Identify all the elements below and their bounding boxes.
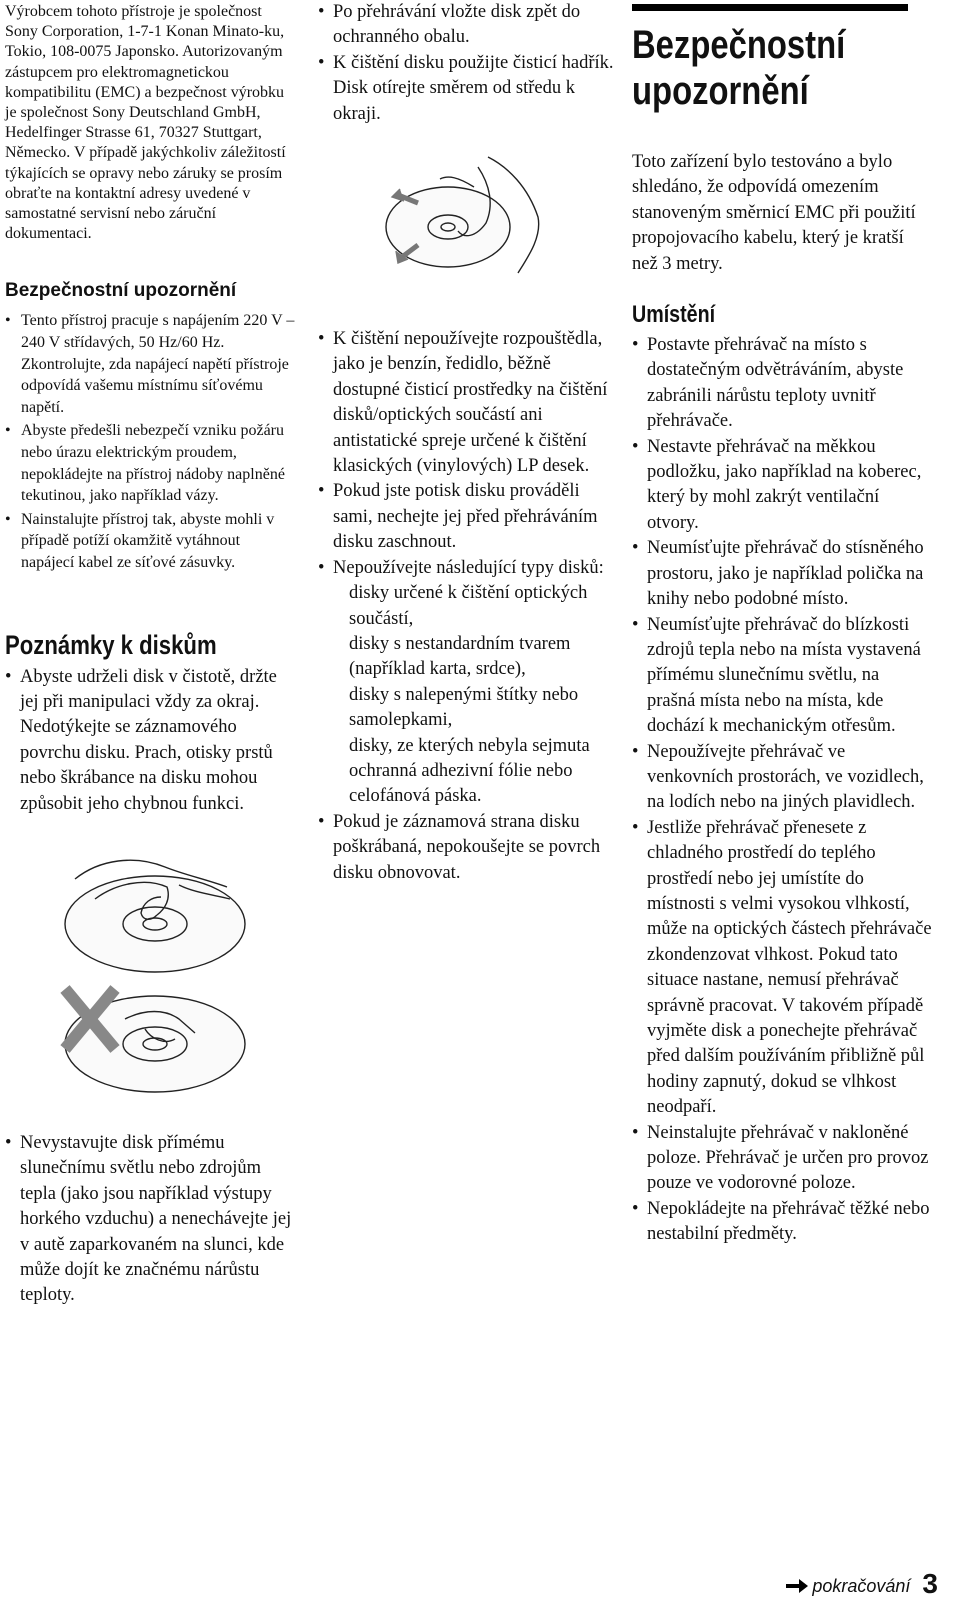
- list-item: • Neumísťujte přehrávač do stísněného prostoru, jako je například polička na knihy nebo podobné místo.: [632, 536, 932, 612]
- safety-heading-small: Bezpečnostní upozornění: [5, 280, 237, 302]
- list-item: • Neinstalujte přehrávač v nakloněné poloze. Přehrávač je určen pro provoz pouze ve vodorovné poloze.: [632, 1121, 932, 1197]
- disc-handling-illustration: [55, 849, 255, 1099]
- list-item: • Nevystavujte disk přímému slunečnímu světlu nebo zdrojům tepla (jako jsou například výstupy horkého vzduchu) a nenechávejte jej v autě zaparkovaném na slunci, kde může dojít ke značnému nárůstu teploty.: [5, 1131, 295, 1309]
- list-item: • Jestliže přehrávač přenesete z chladného prostředí do teplého prostředí nebo jej umístíte do místnosti s velmi vysokou vlhkostí, může na optických částech přehrávače zkondenzovat vlhkost. Pokud tato situace nastane, nemusí přehrávač správně pracovat. V takovém případě vyjměte disk a ponechejte přehrávač před dalším používáním přibližně půl hodiny zapnutý, dokud se vlhkost neodpaří.: [632, 816, 932, 1121]
- list-item: • K čištění nepoužívejte rozpouštědla, jako je benzín, ředidlo, běžně dostupné čisticí prostředky na čištění disků/optických součástí ani antistatické spreje určené k čištění klasických (vinylových) LP desek.: [318, 327, 618, 479]
- list-item: disky, ze kterých nebyla sejmuta ochranná adhezivní fólie nebo celofánová páska.: [349, 735, 590, 807]
- list-item: • Neumísťujte přehrávač do blízkosti zdrojů tepla nebo na místa vystavená přímému slunečnímu světlu, na prašná místa nebo na místa, kde dochází k mechanickým otřesům.: [632, 613, 932, 740]
- list-item: disky s nalepenými štítky nebo samolepkami,: [349, 684, 579, 731]
- disc-incorrect-icon: [65, 989, 245, 1092]
- emc-statement: Toto zařízení bylo testováno a bylo shledáno, že odpovídá omezením stanoveným směrnicí EMC při použití propojovacího kabelu, který je kratší než 3 metry.: [632, 152, 916, 274]
- list-item: • Po přehrávání vložte disk zpět do ochranného obalu.: [318, 0, 618, 51]
- disc-warnings-list: [318, 327, 618, 886]
- placement-list: [632, 333, 932, 1248]
- disc-correct-icon: [65, 860, 245, 972]
- disc-notes-list: [5, 665, 295, 817]
- list-item: • Nepokládejte na přehrávač těžké nebo nestabilní předměty.: [632, 1197, 932, 1248]
- list-item: • Pokud je záznamová strana disku poškrábaná, nepokoušejte se povrch disku obnovovat.: [318, 810, 618, 886]
- list-item: • Nepoužívejte přehrávač ve venkovních prostorách, ve vozidlech, na lodích nebo na jiných plavidlech.: [632, 740, 932, 816]
- list-item: disky s nestandardním tvarem (například karta, srdce),: [349, 633, 571, 680]
- safety-list: [5, 310, 295, 573]
- arrow-right-icon: [786, 1579, 808, 1593]
- column-right: [632, 0, 932, 1248]
- disc-notes-heading: Poznámky k diskům: [5, 629, 217, 660]
- disc-notes-list-2: [5, 1131, 295, 1309]
- page-footer: [786, 1568, 938, 1600]
- list-item: • Nestavte přehrávač na měkkou podložku, jako například na koberec, který by mohl zakrýt ventilační otvory.: [632, 435, 932, 537]
- manufacturer-info: Výrobcem tohoto přístroje je společnost Sony Corporation, 1-7-1 Konan Minato-ku, Tokio, 108-0075 Japonsko. Autorizovaným zástupcem pro elektromagnetickou kompatibilitu (EMC) a bezpečnost výrobku je společnost Sony Deutschland GmbH, Hedelfinger Strasse 61, 70327 Stuttgart, Německo. V případě jakýchkoliv záležitostí týkajících se opravy nebo záruky se prosím obraťte na kontaktní adresy uvedené v samostatné servisní nebo záruční dokumentaci.: [5, 3, 286, 243]
- disc-types-intro: Nepoužívejte následující typy disků:: [333, 557, 604, 578]
- placement-heading: Umístění: [632, 301, 716, 329]
- list-item: disky určené k čištění optických součástí,: [349, 583, 588, 629]
- disc-wipe-icon: [386, 157, 539, 273]
- continue-label: pokračování: [812, 1575, 911, 1596]
- list-item: • Pokud jste potisk disku prováděli sami, nechejte jej před přehráváním disku zaschnout.: [318, 479, 618, 555]
- column-left: [5, 0, 295, 1309]
- list-item: • Abyste udrželi disk v čistotě, držte jej při manipulaci vždy za okraj. Nedotýkejte se záznamového povrchu disku. Prach, otisky prstů nebo škrábance na disku mohou způsobit jeho chybnou funkci.: [5, 665, 295, 817]
- disc-cleaning-illustration: [378, 147, 548, 287]
- continue-indicator: [786, 1576, 910, 1597]
- list-item: • Tento přístroj pracuje s napájením 220 V – 240 V střídavých, 50 Hz/60 Hz. Zkontrolujte, zda napájecí napětí přístroje odpovídá vašemu místnímu síťovému napětí.: [5, 310, 295, 418]
- page-number: 3: [922, 1568, 938, 1599]
- page-title: Bezpečnostní upozornění: [632, 23, 846, 113]
- disc-care-list: [318, 0, 618, 127]
- list-item: • Abyste předešli nebezpečí vzniku požáru nebo úrazu elektrickým proudem, nepokládejte na přístroj nádoby naplněné tekutinou, jako například vázy.: [5, 420, 295, 506]
- list-item: • K čištění disku použijte čisticí hadřík. Disk otírejte směrem od středu k okraji.: [318, 51, 618, 127]
- disc-types-list: [333, 581, 618, 810]
- list-item: [318, 556, 618, 810]
- column-middle: [318, 0, 618, 886]
- list-item: • Postavte přehrávač na místo s dostatečným odvětráváním, abyste zabránili nárůstu teploty uvnitř přehrávače.: [632, 333, 932, 435]
- list-item: • Nainstalujte přístroj tak, abyste mohli v případě potíží okamžitě vytáhnout napájecí kabel ze síťové zásuvky.: [5, 509, 295, 574]
